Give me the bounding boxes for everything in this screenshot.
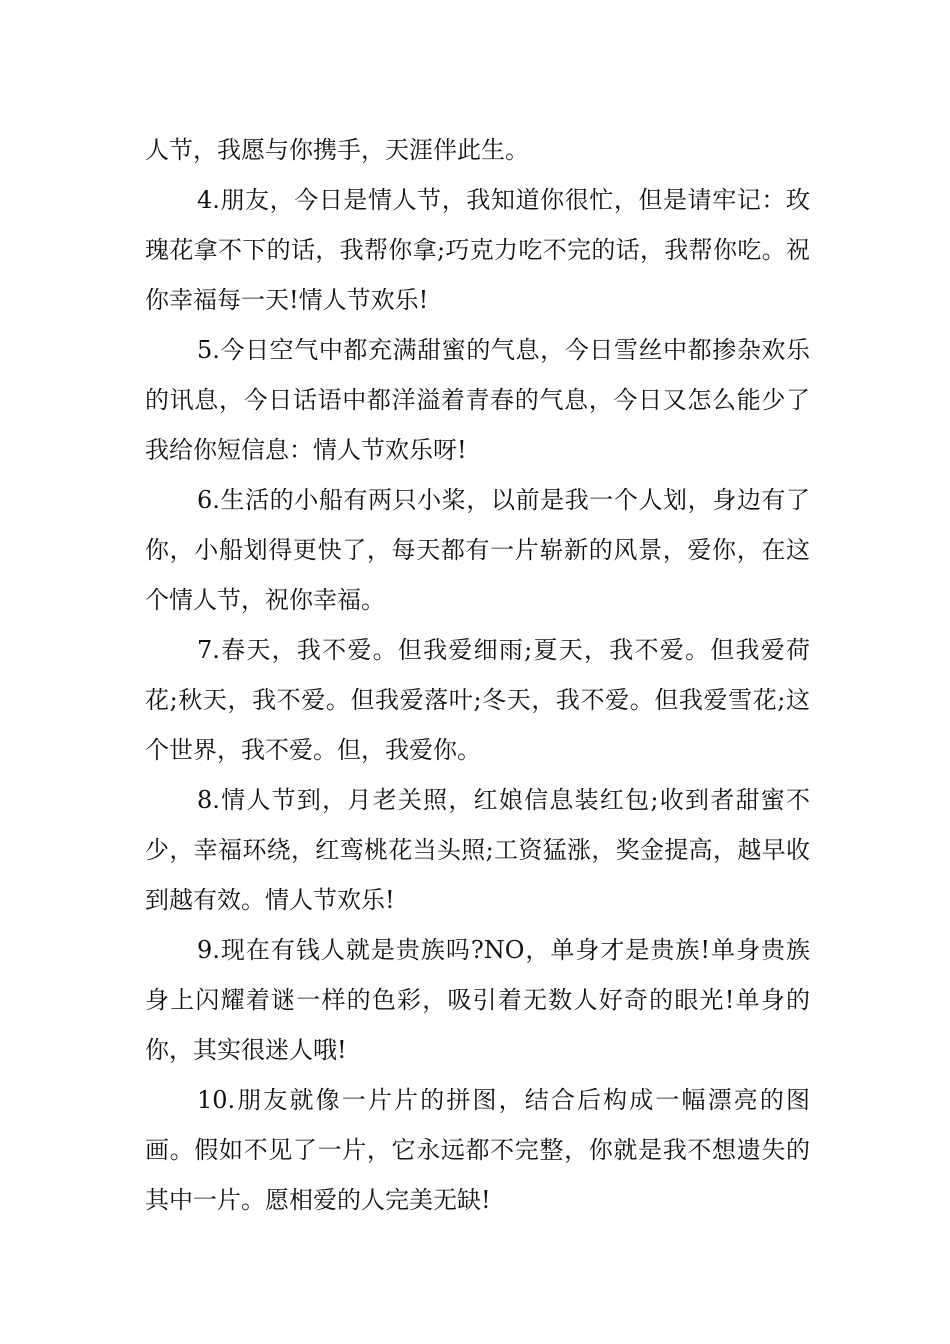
paragraph-item-10: 10.朋友就像一片片的拼图，结合后构成一幅漂亮的图画。假如不见了一片，它永远都不完整，你就是我不想遗失的其中一片。愿相爱的人完美无缺! [145, 1086, 810, 1214]
paragraph-item-9: 9.现在有钱人就是贵族吗?NO，单身才是贵族!单身贵族身上闪耀着谜一样的色彩，吸引着无数人好奇的眼光!单身的你，其实很迷人哦! [145, 936, 810, 1064]
paragraph-item-5: 5.今日空气中都充满甜蜜的气息，今日雪丝中都掺杂欢乐的讯息，今日话语中都洋溢着青春的气息，今日又怎么能少了我给你短信息：情人节欢乐呀! [145, 336, 810, 464]
paragraph-item-6: 6.生活的小船有两只小桨，以前是我一个人划，身边有了你，小船划得更快了，每天都有一片崭新的风景，爱你，在这个情人节，祝你幸福。 [145, 486, 810, 614]
paragraph-continuation: 人节，我愿与你携手，天涯伴此生。 [145, 136, 529, 164]
paragraph-item-8: 8.情人节到，月老关照，红娘信息装红包;收到者甜蜜不少，幸福环绕，红鸾桃花当头照;工资猛涨，奖金提高，越早收到越有效。情人节欢乐! [145, 786, 810, 914]
paragraph-item-4: 4.朋友，今日是情人节，我知道你很忙，但是请牢记：玫瑰花拿不下的话，我帮你拿;巧克力吃不完的话，我帮你吃。祝你幸福每一天!情人节欢乐! [145, 186, 810, 314]
document-body [145, 125, 810, 1225]
paragraph-item-7: 7.春天，我不爱。但我爱细雨;夏天，我不爱。但我爱荷花;秋天，我不爱。但我爱落叶;冬天，我不爱。但我爱雪花;这个世界，我不爱。但，我爱你。 [145, 636, 810, 764]
